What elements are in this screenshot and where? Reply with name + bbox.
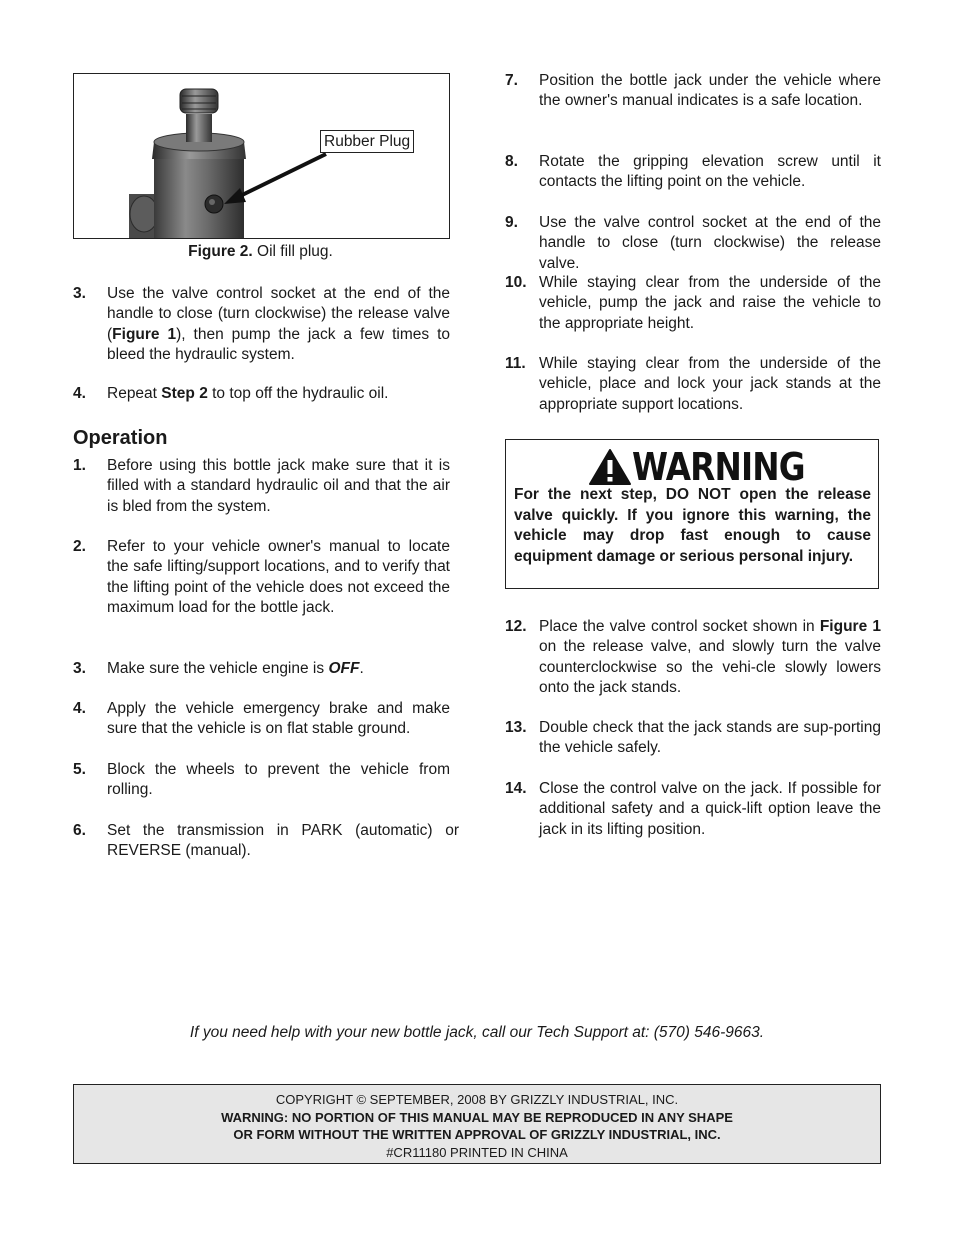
list-item xyxy=(505,213,881,274)
step-text xyxy=(107,821,459,862)
step-number: 11. xyxy=(505,355,526,372)
step-number: 5. xyxy=(73,761,86,778)
step-text xyxy=(539,354,881,415)
warning-text: For the next step, DO NOT open the release valve quickly. If you ignore this warning, the vehicle may drop fast enough to cause equipment damage or serious personal injury. xyxy=(514,486,871,565)
text-run: Refer to your vehicle owner's manual to locate the safe lifting/support locations, and to verify that the lifting point of the vehicle does not exceed the maximum load for the bottle jack. xyxy=(107,538,450,616)
list-item xyxy=(73,659,450,679)
list-item xyxy=(505,354,881,415)
bold-reference: Figure 1 xyxy=(112,325,177,343)
step-number: 4. xyxy=(73,385,86,402)
step-number: 4. xyxy=(73,700,86,717)
step-text xyxy=(539,779,881,840)
emphasis: OFF xyxy=(328,660,360,677)
list-item xyxy=(73,384,450,404)
list-item xyxy=(505,617,881,698)
text-run: Use the valve control socket at the end of the handle to close (turn clockwise) the release valve ( xyxy=(107,285,450,343)
list-item xyxy=(505,273,881,334)
warning-box xyxy=(505,439,879,589)
step-number: 7. xyxy=(505,72,518,89)
step-number: 14. xyxy=(505,780,527,797)
text-run: Close the control valve on the jack. If possible for additional safety and a quick-lift option leave the jack in its lifting position. xyxy=(539,780,881,838)
list-item xyxy=(505,779,881,840)
text-run: Apply the vehicle emergency brake and make sure that the vehicle is on flat stable ground. xyxy=(107,700,450,738)
figure-caption-text: Oil fill plug. xyxy=(252,243,333,260)
step-text xyxy=(107,537,450,618)
list-item xyxy=(505,718,881,759)
list-item xyxy=(73,699,450,740)
list-item xyxy=(73,537,450,618)
rubber-plug-callout: Rubber Plug xyxy=(320,130,414,153)
list-item xyxy=(73,456,450,517)
print-code-line: #CR11180 PRINTED IN CHINA xyxy=(386,1144,568,1160)
step-number: 8. xyxy=(505,153,518,170)
step-text xyxy=(107,284,450,365)
step-number: 13. xyxy=(505,719,527,736)
copyright-line: COPYRIGHT © SEPTEMBER, 2008 BY GRIZZLY INDUSTRIAL, INC. xyxy=(275,1092,679,1107)
step-text xyxy=(539,617,881,698)
step-text xyxy=(539,213,881,274)
text-run: Set the transmission in PARK (automatic) or REVERSE (manual). xyxy=(107,822,459,860)
step-number: 2. xyxy=(73,538,86,555)
step-number: 6. xyxy=(73,822,86,839)
operation-heading: Operation xyxy=(73,427,168,449)
copyright-footer xyxy=(73,1084,881,1164)
figure-caption xyxy=(73,242,448,262)
list-item xyxy=(505,152,881,193)
step-text xyxy=(539,152,881,193)
text-run: on the release valve, and slowly turn the valve counterclockwise so the vehi-cle slowly lowers onto the jack stands. xyxy=(539,638,881,696)
bold-reference: Figure 1 xyxy=(819,618,881,635)
reproduction-warning-line-2: OR FORM WITHOUT THE WRITTEN APPROVAL OF GRIZZLY INDUSTRIAL, INC. xyxy=(233,1127,721,1142)
step-number: 1. xyxy=(73,457,86,474)
text-run: Use the valve control socket at the end of the handle to close (turn clockwise) the release valve. xyxy=(539,214,881,272)
text-run: Before using this bottle jack make sure that it is filled with a standard hydraulic oil and that the air is bled from the system. xyxy=(107,457,450,515)
list-item xyxy=(73,760,450,801)
figure-2-oil-fill-plug xyxy=(73,73,450,239)
text-run: Block the wheels to prevent the vehicle from rolling. xyxy=(107,761,450,799)
text-run: Place the valve control socket shown in xyxy=(539,618,820,635)
text-run: Double check that the jack stands are sup-porting the vehicle safely. xyxy=(539,719,881,757)
step-text xyxy=(539,71,881,112)
text-run: While staying clear from the underside of the vehicle, pump the jack and raise the vehicle to the appropriate height. xyxy=(539,274,881,332)
step-text xyxy=(539,718,881,759)
figure-caption-label: Figure 2. xyxy=(188,243,253,260)
text-run: Rotate the gripping elevation screw until it contacts the lifting point on the vehicle. xyxy=(539,153,881,191)
step-text xyxy=(107,659,450,679)
tech-support-line: If you need help with your new bottle jack, call our Tech Support at: (570) 546-9663. xyxy=(189,1024,765,1041)
warning-title xyxy=(588,447,833,487)
step-text xyxy=(539,273,881,334)
step-number: 9. xyxy=(505,214,518,231)
reproduction-warning-line-1: WARNING: NO PORTION OF THIS MANUAL MAY BE REPRODUCED IN ANY SHAPE xyxy=(221,1109,733,1125)
text-run: to top off the hydraulic oil. xyxy=(207,385,389,402)
text-run: ), then pump the jack a few times to bleed the hydraulic system. xyxy=(107,325,451,363)
text-run: Make sure the vehicle engine is xyxy=(107,660,329,677)
bottle-jack-photo xyxy=(74,74,449,238)
step-text xyxy=(107,456,450,517)
step-number: 3. xyxy=(73,285,86,302)
list-item xyxy=(73,284,450,365)
step-text xyxy=(107,384,450,404)
step-number: 3. xyxy=(73,660,86,677)
step-number: 12. xyxy=(505,618,527,635)
bold-reference: Step 2 xyxy=(161,385,208,402)
step-text xyxy=(107,760,450,801)
list-item xyxy=(505,71,881,112)
text-run: . xyxy=(359,660,364,677)
warning-word: WARNING xyxy=(632,445,805,489)
text-run: While staying clear from the underside of the vehicle, place and lock your jack stands at the appropriate support locations. xyxy=(539,355,881,413)
step-text xyxy=(107,699,450,740)
step-number: 10. xyxy=(505,274,527,291)
text-run: Position the bottle jack under the vehicle where the owner's manual indicates is a safe location. xyxy=(539,72,881,110)
warning-triangle-icon xyxy=(588,448,632,486)
list-item xyxy=(73,821,459,862)
text-run: Repeat xyxy=(107,385,162,402)
